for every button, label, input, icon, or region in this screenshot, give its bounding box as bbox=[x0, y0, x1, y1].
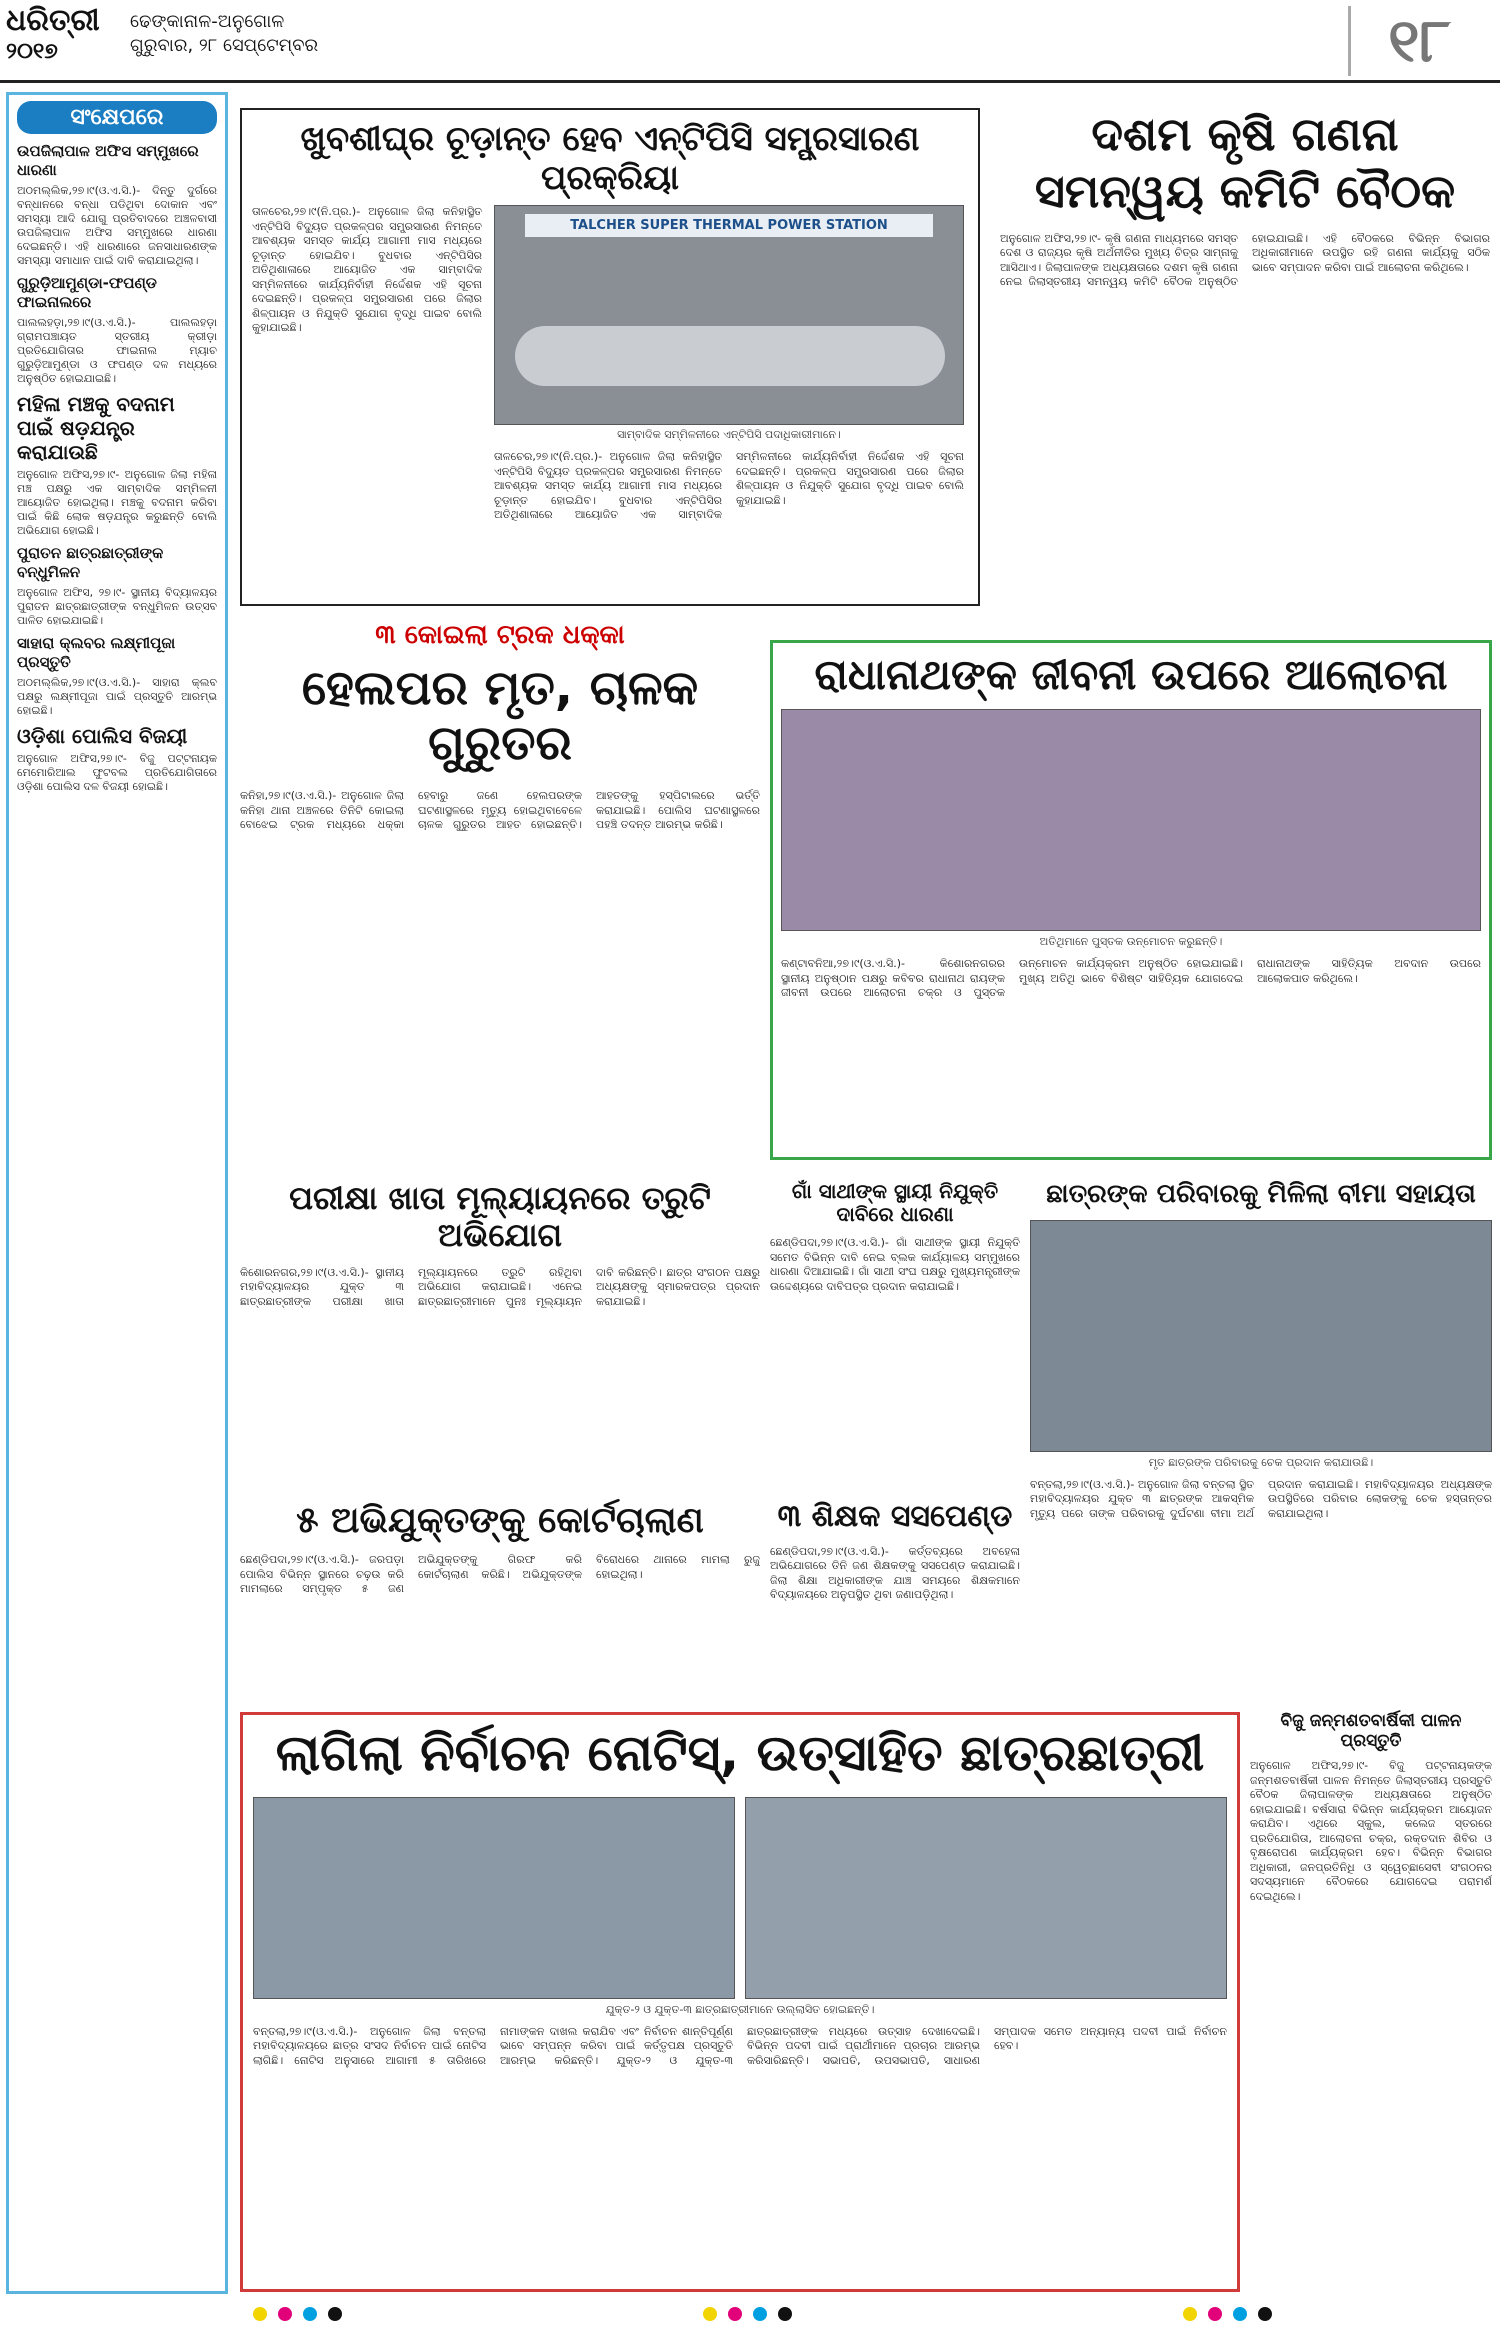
lead-story-box bbox=[240, 108, 980, 606]
gaansathi-headline-1: ଗାଁ ସାଥୀଙ୍କ ସ୍ଥାୟୀ ନିଯୁକ୍ତି bbox=[791, 1179, 999, 1203]
radhanath-body: କଣ୍ଟାବନିଆ,୨୭।୯(ଓ.ଏ.ସି.)- କିଶୋରନଗରର ସ୍ଥାନୀୟ ଅନୁଷ୍ଠାନ ପକ୍ଷରୁ କବିବର ରାଧାନାଥ ରାୟଙ୍କ ଜୀବନୀ ଉପରେ ଆଲୋଚନା ଚକ୍ର ଓ ପୁସ୍ତକ ଉନ୍ମୋଚନ କାର୍ଯ୍ୟକ୍ରମ ଅନୁଷ୍ଠିତ ହୋଇଯାଇଛି। ମୁଖ୍ୟ ଅତିଥି ଭାବେ ବିଶିଷ୍ଟ ସାହିତ୍ୟିକ ଯୋଗଦେଇ ରାଧାନାଥଙ୍କ ସାହିତ୍ୟିକ ଅବଦାନ ଉପରେ ଆଲୋକପାତ କରିଥିଲେ। bbox=[781, 957, 1481, 1000]
brief-body: ଅଠମଲ୍ଲିକ,୨୭।୯(ଓ.ଏ.ସି.)- ସାହାରା କ୍ଲବ ପକ୍ଷରୁ ଲକ୍ଷ୍ମୀପୂଜା ପାଇଁ ପ୍ରସ୍ତୁତି ଆରମ୍ଭ ହୋଇଛି। bbox=[17, 676, 217, 717]
brief-body: ଅନୁଗୋଳ ଅଫିସ,୨୭।୯- ବିଜୁ ପଟ୍ଟନାୟକ ମେମୋରିଆଲ ଫୁଟବଲ ପ୍ରତିଯୋଗିତାରେ ଓଡ଼ିଶା ପୋଲିସ ଦଳ ବିଜୟୀ ହୋଇଛି। bbox=[17, 752, 217, 793]
edition-info bbox=[130, 10, 530, 58]
biju-headline: ବିଜୁ ଜନ୍ମଶତବାର୍ଷିକୀ ପାଳନ ପ୍ରସ୍ତୁତି bbox=[1280, 1711, 1462, 1751]
truck-body: କନିହା,୨୭।୯(ଓ.ଏ.ସି.)- ଅନୁଗୋଳ ଜିଲା କନିହା ଥାନା ଅଞ୍ଚଳରେ ତିନିଟି କୋଇଲା ବୋଝେଇ ଟ୍ରକ ମଧ୍ୟରେ ଧକ୍କା ହେବାରୁ ଜଣେ ହେଲପରଙ୍କ ଘଟଣାସ୍ଥଳରେ ମୃତ୍ୟୁ ହୋଇଥିବାବେଳେ ଚାଳକ ଗୁରୁତର ଆହତ ହୋଇଛନ୍ତି। ଆହତଙ୍କୁ ହସ୍ପିଟାଲରେ ଭର୍ତ୍ତି କରାଯାଇଛି। ପୋଲିସ ଘଟଣାସ୍ଥଳରେ ପହଞ୍ଚି ତଦନ୍ତ ଆରମ୍ଭ କରିଛି। bbox=[240, 789, 760, 832]
election-caption: ଯୁକ୍ତ-୨ ଓ ଯୁକ୍ତ-୩ ଛାତ୍ରଛାତ୍ରୀମାନେ ଉଲ୍ଲାସିତ ହୋଇଛନ୍ତି। bbox=[605, 2002, 875, 2016]
brief-body: ପାଲଲହଡ଼ା,୨୭।୯(ଓ.ଏ.ସି.)- ପାଲଲହଡ଼ା ଗ୍ରାମପଞ୍ଚାୟତ ସ୍ତରୀୟ କ୍ରୀଡ଼ା ପ୍ରତିଯୋଗିତାର ଫାଇନାଲ ମ୍ୟାଚ ଗୁରୁଡ଼ିଆମୁଣ୍ଡା ଓ ଫପଣ୍ଡ ଦଳ ମଧ୍ୟରେ ଅନୁଷ୍ଠିତ ହୋଇଯାଇଛି। bbox=[17, 316, 217, 385]
truck-story bbox=[240, 620, 760, 1160]
radhanath-photo bbox=[781, 709, 1481, 931]
reg-mark-yellow bbox=[253, 2307, 267, 2321]
election-photos bbox=[253, 1797, 1227, 1999]
biju-story bbox=[1250, 1712, 1492, 2292]
gaansathi-story bbox=[770, 1180, 1020, 1490]
insurance-headline: ଛାତ୍ରଙ୍କ ପରିବାରକୁ ମିଳିଲା ବୀମା ସହାୟତା bbox=[1046, 1179, 1476, 1209]
reg-mark-yellow bbox=[703, 2307, 717, 2321]
masthead-year: ୨୦୧୭ bbox=[6, 39, 58, 64]
registration-marks-left bbox=[250, 2306, 370, 2326]
brief-headline: ଉପଜିଲାପାଳ ଅଫିସ ସମ୍ମୁଖରେ ଧାରଣା bbox=[17, 142, 199, 179]
registration-marks-center bbox=[700, 2306, 820, 2326]
truck-strap: ୩ କୋଇଲା ଟ୍ରକ ଧକ୍କା bbox=[375, 620, 625, 650]
brief-headline: ପୁରାତନ ଛାତ୍ରଛାତ୍ରୀଙ୍କ ବନ୍ଧୁମିଳନ bbox=[17, 544, 164, 581]
brief-headline: ଓଡ଼ିଶା ପୋଲିସ ବିଜୟୀ bbox=[17, 724, 188, 748]
radhanath-caption: ଅତିଥିମାନେ ପୁସ୍ତକ ଉନ୍ମୋଚନ କରୁଛନ୍ତି। bbox=[1039, 935, 1223, 949]
truck-headline: ହେଲପର ମୃତ, ଚାଳକ ଗୁରୁତର bbox=[301, 660, 699, 772]
radhanath-headline: ରାଧାନାଥଙ୍କ ଜୀବନୀ ଉପରେ ଆଲୋଚନା bbox=[814, 650, 1448, 699]
census-headline-2: ସମନ୍ୱୟ କମିଟି ବୈଠକ bbox=[1034, 163, 1456, 218]
page-number: ୧୮ bbox=[1348, 6, 1488, 76]
insurance-caption: ମୃତ ଛାତ୍ରଙ୍କ ପରିବାରକୁ ଚେକ ପ୍ରଦାନ କରାଯାଉଛି। bbox=[1148, 1455, 1374, 1469]
reg-mark-cyan bbox=[1233, 2307, 1247, 2321]
reg-mark-black bbox=[778, 2307, 792, 2321]
election-story bbox=[240, 1712, 1240, 2292]
brief-headline: ମହିଳା ମଞ୍ଚକୁ ବଦନାମ ପାଇଁ ଷଡ଼ଯନ୍ତ୍ର କରାଯାଉଛି bbox=[17, 392, 175, 464]
election-body: ବନ୍ତଲା,୨୭।୯(ଓ.ଏ.ସି.)- ଅନୁଗୋଳ ଜିଲା ବନ୍ତଲା ମହାବିଦ୍ୟାଳୟରେ ଛାତ୍ର ସଂସଦ ନିର୍ବାଚନ ପାଇଁ ନୋଟିସ ଲାଗିଛି। ନୋଟିସ ଅନୁସାରେ ଆଗାମୀ ୫ ତାରିଖରେ ନାମାଙ୍କନ ଦାଖଲ କରାଯିବ ଏବଂ ନିର୍ବାଚନ ଶାନ୍ତିପୂର୍ଣ୍ଣ ଭାବେ ସମ୍ପନ୍ନ କରିବା ପାଇଁ କର୍ତ୍ତୃପକ୍ଷ ପ୍ରସ୍ତୁତି ଆରମ୍ଭ କରିଛନ୍ତି। ଯୁକ୍ତ-୨ ଓ ଯୁକ୍ତ-୩ ଛାତ୍ରଛାତ୍ରୀଙ୍କ ମଧ୍ୟରେ ଉତ୍ସାହ ଦେଖାଦେଇଛି। ବିଭିନ୍ନ ପଦବୀ ପାଇଁ ପ୍ରାର୍ଥୀମାନେ ପ୍ରଚାର ଆରମ୍ଭ କରିସାରିଛନ୍ତି। ସଭାପତି, ଉପସଭାପତି, ସାଧାରଣ ସମ୍ପାଦକ ସମେତ ଅନ୍ୟାନ୍ୟ ପଦବୀ ପାଇଁ ନିର୍ବାଚନ ହେବ। bbox=[253, 2024, 1227, 2067]
brief-headline: ସାହାରା କ୍ଲବର ଲକ୍ଷ୍ମୀପୂଜା ପ୍ରସ୍ତୁତି bbox=[17, 634, 176, 671]
exam-headline: ପରୀକ୍ଷା ଖାତା ମୂଲ୍ୟାୟନରେ ତ୍ରୁଟି ଅଭିଯୋଗ bbox=[289, 1179, 711, 1254]
brief-body: ଅନୁଗୋଳ ଅଫିସ, ୨୭।୯- ସ୍ଥାନୀୟ ବିଦ୍ୟାଳୟର ପୁରାତନ ଛାତ୍ରଛାତ୍ରୀଙ୍କ ବନ୍ଧୁମିଳନ ଉତ୍ସବ ପାଳିତ ହୋଇଯାଇଛି। bbox=[17, 586, 217, 627]
census-story bbox=[1000, 108, 1490, 606]
masthead-rule bbox=[0, 80, 1500, 83]
census-body: ଅନୁଗୋଳ ଅଫିସ,୨୭।୯- କୃଷି ଗଣନା ମାଧ୍ୟମରେ ସମସ୍ତ ଦେଶ ଓ ରାଜ୍ୟର କୃଷି ଅର୍ଥନୀତିର ମୁଖ୍ୟ ଚିତ୍ର ସାମ୍ନାକୁ ଆସିଥାଏ। ଜିଲାପାଳଙ୍କ ଅଧ୍ୟକ୍ଷତାରେ ଦଶମ କୃଷି ଗଣନା ନେଇ ଜିଲାସ୍ତରୀୟ ସମନ୍ୱୟ କମିଟି ବୈଠକ ଅନୁଷ୍ଠିତ ହୋଇଯାଇଛି। ଏହି ବୈଠକରେ ବିଭିନ୍ନ ବିଭାଗର ଅଧିକାରୀମାନେ ଉପସ୍ଥିତ ରହି ଗଣନା କାର୍ଯ୍ୟକୁ ସଠିକ ଭାବେ ସମ୍ପାଦନ କରିବା ପାଇଁ ଆଲୋଚନା କରିଥିଲେ। bbox=[1000, 231, 1490, 289]
court-body: ଛେଣ୍ଡିପଦା,୨୭।୯(ଓ.ଏ.ସି.)- ଜରପଡ଼ା ପୋଲିସ ବିଭିନ୍ନ ସ୍ଥାନରେ ଚଢ଼ଉ କରି ମାମଲାରେ ସମ୍ପୃକ୍ତ ୫ ଜଣ ଅଭିଯୁକ୍ତଙ୍କୁ ଗିରଫ କରି କୋର୍ଟଚାଲାଣ କରିଛି। ଅଭିଯୁକ୍ତଙ୍କ ବିରୋଧରେ ଥାନାରେ ମାମଲା ରୁଜୁ ହୋଇଥିଲା। bbox=[240, 1553, 760, 1596]
logo-text: ଧରିତ୍ରୀ bbox=[6, 3, 100, 38]
lead-headline: ଖୁବଶୀଘ୍ର ଚୂଡ଼ାନ୍ତ ହେବ ଏନ୍‌ଟିପିସି ସମ୍ପ୍ରସାରଣ ପ୍ରକ୍ରିୟା bbox=[300, 119, 920, 199]
election-photo-right bbox=[745, 1797, 1227, 1999]
census-headline-1: ଦଶମ କୃଷି ଗଣନା bbox=[1091, 107, 1399, 161]
reg-mark-magenta bbox=[728, 2307, 742, 2321]
teachers-story bbox=[770, 1500, 1020, 1700]
edition-place: ଢେଙ୍କାନାଳ-ଅନୁଗୋଳ bbox=[130, 11, 285, 32]
gaansathi-body: ଛେଣ୍ଡିପଦା,୨୭।୯(ଓ.ଏ.ସି.)- ଗାଁ ସାଥୀଙ୍କ ସ୍ଥାୟୀ ନିଯୁକ୍ତି ସମେତ ବିଭିନ୍ନ ଦାବି ନେଇ ବ୍ଲକ କାର୍ଯ୍ୟାଳୟ ସମ୍ମୁଖରେ ଧାରଣା ଦିଆଯାଇଛି। ଗାଁ ସାଥୀ ସଂଘ ପକ୍ଷରୁ ମୁଖ୍ୟମନ୍ତ୍ରୀଙ୍କ ଉଦ୍ଦେଶ୍ୟରେ ଦାବିପତ୍ର ପ୍ରଦାନ କରାଯାଇଛି। bbox=[770, 1236, 1020, 1293]
sidebar-title: ସଂକ୍ଷେପରେ bbox=[17, 101, 217, 134]
briefs-sidebar bbox=[6, 92, 228, 2294]
election-headline: ଲାଗିଲା ନିର୍ବାଚନ ନୋଟିସ୍, ଉତ୍ସାହିତ ଛାତ୍ରଛାତ୍ରୀ bbox=[275, 1724, 1205, 1782]
registration-marks-right bbox=[1180, 2306, 1300, 2326]
edition-date: ଗୁରୁବାର, ୨୮ ସେପ୍ଟେମ୍ବର bbox=[130, 35, 319, 56]
court-headline: ୫ ଅଭିଯୁକ୍ତଙ୍କୁ କୋର୍ଟଚାଲାଣ bbox=[296, 1500, 704, 1541]
lead-body-right: ତାଳଚେର,୨୭।୯(ନି.ପ୍ର.)- ଅନୁଗୋଳ ଜିଲା କନିହାସ୍ଥିତ ଏନ୍‌ଟିପିସି ବିଦ୍ୟୁତ ପ୍ରକଳ୍ପର ସମ୍ପ୍ରସାରଣ ନିମନ୍ତେ ଆବଶ୍ୟକ ସମସ୍ତ କାର୍ଯ୍ୟ ଆଗାମୀ ମାସ ମଧ୍ୟରେ ଚୂଡ଼ାନ୍ତ ହୋଇଯିବ। ବୁଧବାର ଏନ୍‌ଟିପିସିର ଅତିଥିଶାଳାରେ ଆୟୋଜିତ ଏକ ସାମ୍ବାଦିକ ସମ୍ମିଳନୀରେ କାର୍ଯ୍ୟନିର୍ବାହୀ ନିର୍ଦ୍ଦେଶକ ଏହି ସୂଚନା ଦେଇଛନ୍ତି। ପ୍ରକଳ୍ପ ସମ୍ପ୍ରସାରଣ ପରେ ଜିଲାର ଶିଳ୍ପାୟନ ଓ ନିଯୁକ୍ତି ସୁଯୋଗ ବୃଦ୍ଧି ପାଇବ ବୋଲି କୁହାଯାଇଛି। bbox=[494, 450, 964, 521]
biju-body: ଅନୁଗୋଳ ଅଫିସ,୨୭।୯- ବିଜୁ ପଟ୍ଟନାୟକଙ୍କ ଜନ୍ମଶତବାର୍ଷିକୀ ପାଳନ ନିମନ୍ତେ ଜିଲାସ୍ତରୀୟ ପ୍ରସ୍ତୁତି ବୈଠକ ଜିଲାପାଳଙ୍କ ଅଧ୍ୟକ୍ଷତାରେ ଅନୁଷ୍ଠିତ ହୋଇଯାଇଛି। ବର୍ଷସାରା ବିଭିନ୍ନ କାର୍ଯ୍ୟକ୍ରମ ଆୟୋଜନ କରାଯିବ। ଏଥିରେ ସ୍କୁଲ, କଲେଜ ସ୍ତରରେ ପ୍ରତିଯୋଗିତା, ଆଲୋଚନା ଚକ୍ର, ରକ୍ତଦାନ ଶିବିର ଓ ବୃକ୍ଷରୋପଣ କାର୍ଯ୍ୟକ୍ରମ ହେବ। ବିଭିନ୍ନ ବିଭାଗର ଅଧିକାରୀ, ଜନପ୍ରତିନିଧି ଓ ସ୍ୱେଚ୍ଛାସେବୀ ସଂଗଠନର ସଦସ୍ୟମାନେ ବୈଠକରେ ଯୋଗଦେଇ ପରାମର୍ଶ ଦେଇଥିଲେ। bbox=[1250, 1759, 1492, 1903]
reg-mark-yellow bbox=[1183, 2307, 1197, 2321]
teachers-headline: ୩ ଶିକ୍ଷକ ସସପେଣ୍ଡ bbox=[777, 1499, 1013, 1534]
masthead-logo bbox=[6, 4, 126, 76]
reg-mark-magenta bbox=[1208, 2307, 1222, 2321]
insurance-photo bbox=[1030, 1220, 1492, 1452]
photo-banner: TALCHER SUPER THERMAL POWER STATION bbox=[525, 214, 933, 237]
lead-body-left: ତାଳଚେର,୨୭।୯(ନି.ପ୍ର.)- ଅନୁଗୋଳ ଜିଲା କନିହାସ୍ଥିତ ଏନ୍‌ଟିପିସି ବିଦ୍ୟୁତ ପ୍ରକଳ୍ପର ସମ୍ପ୍ରସାରଣ ନିମନ୍ତେ ଆବଶ୍ୟକ ସମସ୍ତ କାର୍ଯ୍ୟ ଆଗାମୀ ମାସ ମଧ୍ୟରେ ଚୂଡ଼ାନ୍ତ ହୋଇଯିବ। ବୁଧବାର ଏନ୍‌ଟିପିସିର ଅତିଥିଶାଳାରେ ଆୟୋଜିତ ଏକ ସାମ୍ବାଦିକ ସମ୍ମିଳନୀରେ କାର୍ଯ୍ୟନିର୍ବାହୀ ନିର୍ଦ୍ଦେଶକ ଏହି ସୂଚନା ଦେଇଛନ୍ତି। ପ୍ରକଳ୍ପ ସମ୍ପ୍ରସାରଣ ପରେ ଜିଲାର ଶିଳ୍ପାୟନ ଓ ନିଯୁକ୍ତି ସୁଯୋଗ ବୃଦ୍ଧି ପାଇବ ବୋଲି କୁହାଯାଇଛି। bbox=[252, 205, 482, 334]
reg-mark-black bbox=[328, 2307, 342, 2321]
gaansathi-headline-2: ଦାବିରେ ଧାରଣା bbox=[836, 1202, 954, 1226]
court-story bbox=[240, 1500, 760, 1700]
radhanath-story bbox=[770, 640, 1492, 1160]
brief-headline: ଗୁରୁଡ଼ିଆମୁଣ୍ଡା-ଫପଣ୍ଡ ଫାଇନାଲରେ bbox=[17, 274, 157, 311]
exam-body: କିଶୋରନଗର,୨୭।୯(ଓ.ଏ.ସି.)- ସ୍ଥାନୀୟ ମହାବିଦ୍ୟାଳୟର ଯୁକ୍ତ ୩ ଛାତ୍ରଛାତ୍ରୀଙ୍କ ପରୀକ୍ଷା ଖାତା ମୂଲ୍ୟାୟନରେ ତ୍ରୁଟି ରହିଥିବା ଅଭିଯୋଗ କରାଯାଇଛି। ଏନେଇ ଛାତ୍ରଛାତ୍ରୀମାନେ ପୁନଃ ମୂଲ୍ୟାୟନ ଦାବି କରିଛନ୍ତି। ଛାତ୍ର ସଂଗଠନ ପକ୍ଷରୁ ଅଧ୍ୟକ୍ଷଙ୍କୁ ସ୍ମାରକପତ୍ର ପ୍ରଦାନ କରାଯାଇଛି। bbox=[240, 1265, 760, 1308]
reg-mark-cyan bbox=[303, 2307, 317, 2321]
reg-mark-black bbox=[1258, 2307, 1272, 2321]
insurance-story bbox=[1030, 1180, 1492, 1700]
reg-mark-magenta bbox=[278, 2307, 292, 2321]
insurance-body: ବନ୍ତଲା,୨୭।୯(ଓ.ଏ.ସି.)- ଅନୁଗୋଳ ଜିଲା ବନ୍ତଲା ସ୍ଥିତ ମହାବିଦ୍ୟାଳୟର ଯୁକ୍ତ ୩ ଛାତ୍ରଙ୍କ ଆକସ୍ମିକ ମୃତ୍ୟୁ ପରେ ତାଙ୍କ ପରିବାରକୁ ଦୁର୍ଘଟଣା ବୀମା ଅର୍ଥ ପ୍ରଦାନ କରାଯାଇଛି। ମହାବିଦ୍ୟାଳୟର ଅଧ୍ୟକ୍ଷଙ୍କ ଉପସ୍ଥିତିରେ ପରିବାର ଲୋକଙ୍କୁ ଚେକ ହସ୍ତାନ୍ତର କରାଯାଇଥିଲା। bbox=[1030, 1477, 1492, 1520]
photo-table bbox=[515, 326, 945, 386]
lead-photo-caption: ସାମ୍ବାଦିକ ସମ୍ମିଳନୀରେ ଏନ୍‌ଟିପିସି ପଦାଧିକାରୀମାନେ। bbox=[617, 428, 841, 441]
exam-story bbox=[240, 1180, 760, 1490]
teachers-body: ଛେଣ୍ଡିପଦା,୨୭।୯(ଓ.ଏ.ସି.)- କର୍ତ୍ତବ୍ୟରେ ଅବହେଳା ଅଭିଯୋଗରେ ତିନି ଜଣ ଶିକ୍ଷକଙ୍କୁ ସସପେଣ୍ଡ କରାଯାଇଛି। ଜିଲା ଶିକ୍ଷା ଅଧିକାରୀଙ୍କ ଯାଞ୍ଚ ସମୟରେ ଶିକ୍ଷକମାନେ ବିଦ୍ୟାଳୟରେ ଅନୁପସ୍ଥିତ ଥିବା ଜଣାପଡ଼ିଥିଲା। bbox=[770, 1544, 1020, 1601]
brief-body: ଅଠମଲ୍ଲିକ,୨୭।୯(ଓ.ଏ.ସି.)- ଦିନ୍ତୁ ଦୁର୍ଗରେ ବନ୍ଧାନରେ ବନ୍ଧା ପଡିଥିବା ଦୋକାନ ଏବଂ ସମସ୍ୟା ଆଦି ଯୋଗୁ ପ୍ରତିବାଦରେ ଅଞ୍ଚଳବାସୀ ଉପଜିଲାପାଳ ଅଫିସ ସମ୍ମୁଖରେ ଧାରଣା ଦେଇଛନ୍ତି। ଏହି ଧାରଣାରେ ଜନସାଧାରଣଙ୍କ ସମସ୍ୟା ସମାଧାନ ପାଇଁ ଦାବି କରାଯାଇଥିଲା। bbox=[17, 184, 217, 267]
brief-body: ଅନୁଗୋଳ ଅଫିସ,୨୭।୯- ଅନୁଗୋଳ ଜିଲା ମହିଳା ମଞ୍ଚ ପକ୍ଷରୁ ଏକ ସାମ୍ବାଦିକ ସମ୍ମିଳନୀ ଆୟୋଜିତ ହୋଇଥିଲା। ମଞ୍ଚକୁ ବଦନାମ କରିବା ପାଇଁ କିଛି ଲୋକ ଷଡ଼ଯନ୍ତ୍ର କରୁଛନ୍ତି ବୋଲି ଅଭିଯୋଗ ହୋଇଛି। bbox=[17, 468, 217, 537]
election-photo-left bbox=[253, 1797, 735, 1999]
lead-photo bbox=[494, 205, 964, 425]
reg-mark-cyan bbox=[753, 2307, 767, 2321]
